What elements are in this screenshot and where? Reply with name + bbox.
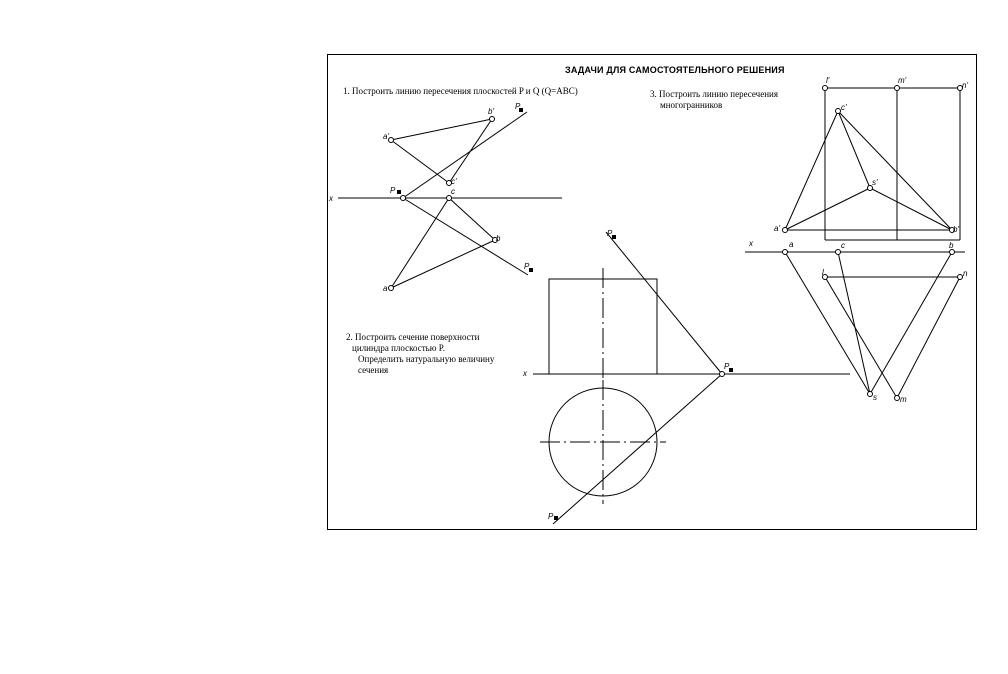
pyramid-front-edge-cs (838, 111, 870, 188)
label-b-t3: b (949, 241, 954, 250)
point-a-t3 (783, 250, 788, 255)
point-c1-t3 (836, 109, 841, 114)
label-a: a (383, 284, 388, 293)
label-b1: b' (488, 107, 494, 116)
task-3-drawing (745, 88, 965, 398)
point-markers (389, 86, 963, 401)
label-pv-1: P (515, 102, 521, 111)
label-n1: n' (962, 81, 968, 90)
label-a1: a' (383, 132, 389, 141)
point-n (958, 275, 963, 280)
label-l: l (822, 268, 824, 277)
task2-trace-pv (606, 232, 722, 374)
label-c1-t3: c' (841, 103, 847, 112)
point-s (868, 392, 873, 397)
point-a (389, 286, 394, 291)
pyramid-front-edge-ac (785, 111, 838, 230)
point-l1 (823, 86, 828, 91)
label-b1-t3: b' (953, 225, 959, 234)
trace-subscript-marks (397, 108, 733, 520)
trace-mark-1 (397, 190, 401, 194)
task1-front-ac (391, 140, 449, 183)
label-c: c (451, 187, 455, 196)
task-2-line-3: Определить натуральную величину (358, 354, 495, 364)
point-b-t3 (950, 250, 955, 255)
task-3-line-1: 3. Построить линию пересечения (650, 89, 778, 99)
label-x-1: x (329, 194, 333, 203)
label-x-2: x (523, 369, 527, 378)
trace-mark-5 (729, 368, 733, 372)
label-px-2: P (724, 362, 730, 371)
task1-top-bc (449, 198, 495, 240)
drawing-labels (328, 76, 968, 521)
label-x-3: x (749, 239, 753, 248)
pyramid-top-edge-bs (870, 252, 952, 394)
prism-top-edge-mn (897, 277, 960, 398)
pyramid-top-edge-as (785, 252, 870, 394)
task-2-line-2: цилиндра плоскостью P. (352, 343, 446, 353)
point-a1 (389, 138, 394, 143)
task-3-line-2: многогранников (660, 100, 723, 110)
point-c-t3 (836, 250, 841, 255)
task-2-drawing (533, 232, 850, 524)
label-n: n (963, 269, 968, 278)
label-ph-1: P (524, 262, 530, 271)
pyramid-top-edge-cs (838, 252, 870, 394)
point-px2 (720, 372, 725, 377)
label-pv-2: P (607, 229, 613, 238)
pyramid-front-edge-as (785, 188, 870, 230)
label-s1: s' (872, 178, 878, 187)
task-2-line-1: 2. Построить сечение поверхности (346, 332, 480, 342)
sheet-title: ЗАДАЧИ ДЛЯ САМОСТОЯТЕЛЬНОГО РЕШЕНИЯ (565, 65, 785, 75)
point-c (447, 196, 452, 201)
pyramid-front-edge-sb (870, 188, 952, 230)
trace-mark-4 (612, 235, 616, 239)
label-a-t3: a (789, 240, 794, 249)
task-2-line-4: сечения (358, 365, 389, 375)
trace-mark-3 (529, 268, 533, 272)
point-m1 (895, 86, 900, 91)
label-px-1: P (390, 186, 396, 195)
label-a1-t3: a' (774, 224, 780, 233)
label-m: m (900, 395, 907, 404)
task2-trace-ph (553, 374, 722, 524)
pyramid-front-edge-cb (838, 111, 952, 230)
label-l1: l' (826, 76, 830, 85)
task-1-text: 1. Построить линию пересечения плоскостей P и Q (Q=ABC) (343, 86, 578, 96)
label-c1: c' (451, 177, 457, 186)
label-c-t3: c (841, 241, 845, 250)
task1-trace-ph (403, 198, 528, 275)
point-m (895, 396, 900, 401)
point-a1-t3 (783, 228, 788, 233)
point-px (401, 196, 406, 201)
trace-mark-6 (554, 516, 558, 520)
label-ph-2: P (548, 512, 554, 521)
task1-front-ab (391, 119, 492, 140)
point-b1 (490, 117, 495, 122)
label-s: s (873, 393, 877, 402)
label-b: b (496, 234, 501, 243)
label-m1: m' (898, 76, 907, 85)
